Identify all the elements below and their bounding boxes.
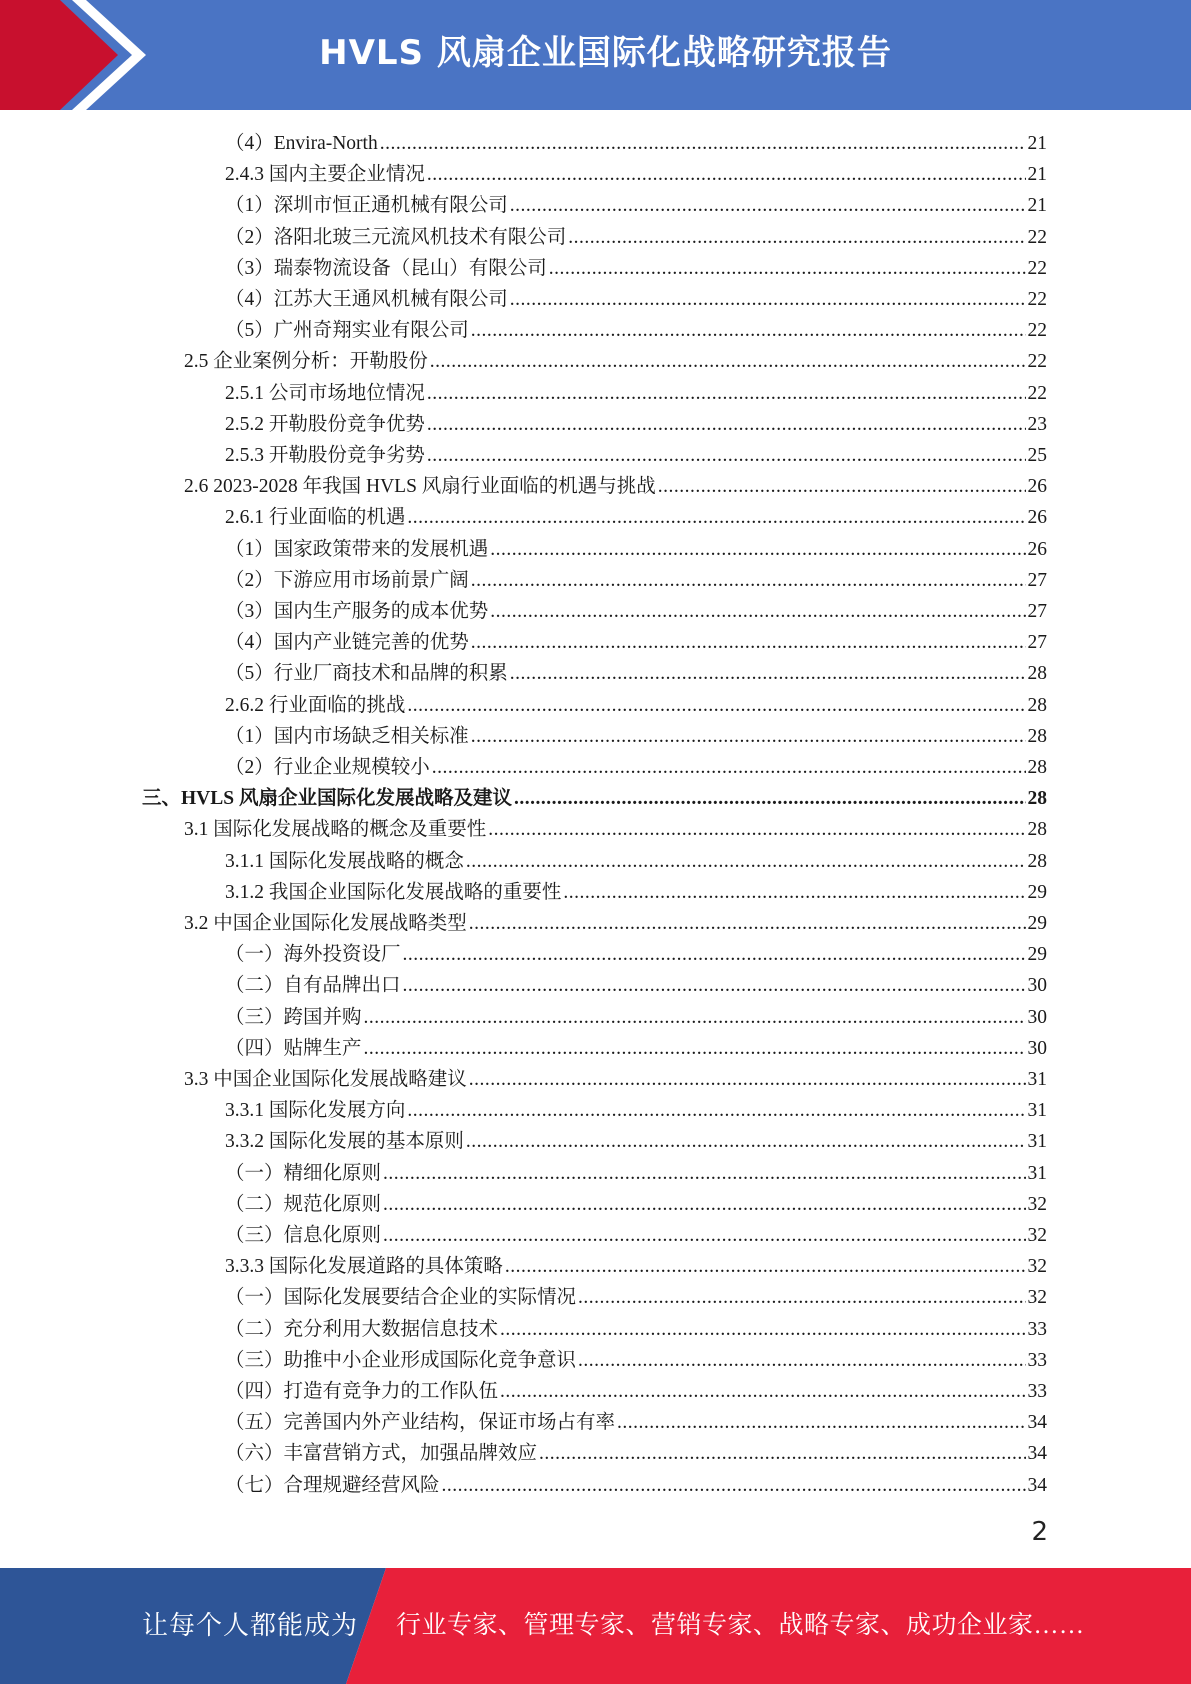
toc-entry-label: 3.1.1 国际化发展战略的概念 xyxy=(225,850,464,872)
toc-entry-label: （四）贴牌生产 xyxy=(225,1037,362,1059)
toc-leader-dots xyxy=(471,315,1026,346)
footer-slogan: 让每个人都能成为 xyxy=(142,1611,359,1640)
toc-entry-label: （1）国家政策带来的发展机遇 xyxy=(225,538,489,560)
toc-entry-page: 22 xyxy=(1027,257,1047,279)
toc-entry-page: 31 xyxy=(1027,1162,1047,1184)
toc-leader-dots xyxy=(578,1345,1025,1376)
toc-entry-page: 29 xyxy=(1027,913,1047,934)
toc-leader-dots xyxy=(490,596,1025,627)
toc-entry-page: 22 xyxy=(1027,351,1047,373)
toc-entry[interactable] xyxy=(184,908,1047,939)
toc-entry[interactable] xyxy=(225,1282,1047,1313)
toc-entry-page: 21 xyxy=(1027,133,1047,154)
toc-leader-dots xyxy=(500,1376,1025,1407)
toc-entry[interactable] xyxy=(225,690,1047,721)
toc-leader-dots xyxy=(364,1002,1026,1033)
toc-entry-label: （2）洛阳北玻三元流风机技术有限公司 xyxy=(225,226,567,248)
toc-entry-label: （1）深圳市恒正通机械有限公司 xyxy=(225,195,508,217)
toc-entry-label: （4）国内产业链完善的优势 xyxy=(225,632,469,654)
toc-leader-dots xyxy=(510,284,1026,315)
page-number: 2 xyxy=(1031,1517,1048,1547)
toc-entry-label: （1）国内市场缺乏相关标准 xyxy=(225,725,469,747)
toc-entry-label: （五）完善国内外产业结构，保证市场占有率 xyxy=(225,1412,616,1434)
toc-entry-label: 2.4.3 国内主要企业情况 xyxy=(225,164,425,186)
footer-tagline: 行业专家、管理专家、营销专家、战略专家、成功企业家…… xyxy=(396,1612,1085,1639)
toc-entry-page: 28 xyxy=(1027,850,1047,872)
toc-entry[interactable] xyxy=(225,596,1047,627)
toc-entry[interactable] xyxy=(225,409,1047,440)
toc-entry-label: （二）规范化原则 xyxy=(225,1193,382,1215)
toc-entry[interactable] xyxy=(225,1407,1047,1438)
toc-entry[interactable] xyxy=(142,783,1047,814)
toc-entry[interactable] xyxy=(225,1033,1047,1064)
toc-entry-label: （六）丰富营销方式，加强品牌效应 xyxy=(225,1443,538,1465)
toc-leader-dots xyxy=(490,534,1025,565)
toc-entry[interactable] xyxy=(225,752,1047,783)
toc-entry-page: 32 xyxy=(1027,1287,1047,1309)
toc-entry[interactable] xyxy=(225,970,1047,1001)
toc-entry-page: 21 xyxy=(1027,164,1047,186)
toc-leader-dots xyxy=(578,1282,1025,1313)
toc-leader-dots xyxy=(471,565,1026,596)
toc-leader-dots xyxy=(510,658,1026,689)
toc-leader-dots xyxy=(383,1189,1025,1220)
toc-entry[interactable] xyxy=(225,440,1047,471)
toc-leader-dots xyxy=(658,471,1026,502)
toc-entry-label: （三）信息化原则 xyxy=(225,1225,382,1246)
toc-entry[interactable] xyxy=(184,814,1047,845)
toc-entry-page: 30 xyxy=(1027,1006,1047,1028)
toc-entry-page: 25 xyxy=(1027,445,1047,466)
toc-entry-page: 33 xyxy=(1027,1318,1047,1340)
toc-entry-label: 2.5.2 开勒股份竞争优势 xyxy=(225,413,425,435)
toc-entry[interactable] xyxy=(225,284,1047,315)
toc-entry-label: 2.5.3 开勒股份竞争劣势 xyxy=(225,445,425,466)
toc-entry[interactable] xyxy=(225,846,1047,877)
toc-leader-dots xyxy=(469,1064,1026,1095)
toc-entry[interactable] xyxy=(225,1002,1047,1033)
toc-entry[interactable] xyxy=(225,1189,1047,1220)
toc-entry[interactable] xyxy=(225,1251,1047,1282)
toc-entry-page: 34 xyxy=(1027,1443,1047,1465)
toc-entry-label: （2）下游应用市场前景广阔 xyxy=(225,569,469,591)
toc-entry-page: 28 xyxy=(1027,663,1047,685)
toc-entry-label: 3.3 中国企业国际化发展战略建议 xyxy=(184,1069,467,1090)
toc-entry-page: 34 xyxy=(1027,1412,1047,1434)
toc-entry[interactable] xyxy=(225,253,1047,284)
toc-leader-dots xyxy=(471,627,1026,658)
toc-leader-dots xyxy=(469,908,1026,939)
toc-entry[interactable] xyxy=(225,1470,1047,1501)
toc-entry[interactable] xyxy=(225,1438,1047,1469)
toc-entry-page: 22 xyxy=(1027,382,1047,404)
toc-entry[interactable] xyxy=(225,658,1047,689)
toc-leader-dots xyxy=(549,253,1026,284)
toc-entry-label: 3.1.2 我国企业国际化发展战略的重要性 xyxy=(225,881,562,903)
toc-entry[interactable] xyxy=(225,128,1047,159)
toc-entry-page: 33 xyxy=(1027,1349,1047,1371)
toc-entry-label: 三、HVLS 风扇企业国际化发展战略及建议 xyxy=(142,788,512,810)
toc-entry-page: 27 xyxy=(1027,569,1047,591)
toc-entry-label: （4）Envira-North xyxy=(225,133,378,154)
toc-entry-label: （二）充分利用大数据信息技术 xyxy=(225,1318,499,1340)
toc-entry-page: 28 xyxy=(1027,725,1047,747)
toc-entry-page: 30 xyxy=(1027,1037,1047,1059)
toc-entry-label: 3.3.1 国际化发展方向 xyxy=(225,1100,406,1122)
toc-entry-label: （一）精细化原则 xyxy=(225,1162,382,1184)
toc-leader-dots xyxy=(364,1033,1026,1064)
toc-entry-label: 2.6.2 行业面临的挑战 xyxy=(225,694,406,716)
toc-entry-label: 3.3.3 国际化发展道路的具体策略 xyxy=(225,1256,503,1278)
toc-entry-page: 26 xyxy=(1027,538,1047,560)
toc-leader-dots xyxy=(403,939,1026,970)
toc-leader-dots xyxy=(617,1407,1025,1438)
toc-entry-label: （5）广州奇翔实业有限公司 xyxy=(225,320,469,342)
toc-entry-page: 22 xyxy=(1027,226,1047,248)
toc-entry-page: 32 xyxy=(1027,1193,1047,1215)
toc-entry-page: 29 xyxy=(1027,881,1047,903)
toc-leader-dots xyxy=(466,1126,1026,1157)
toc-entry[interactable] xyxy=(225,159,1047,190)
toc-entry-label: （七）合理规避经营风险 xyxy=(225,1474,440,1496)
toc-entry-page: 32 xyxy=(1027,1256,1047,1278)
toc-entry-page: 29 xyxy=(1027,944,1047,966)
toc-entry[interactable] xyxy=(225,565,1047,596)
toc-leader-dots xyxy=(427,159,1026,190)
toc-leader-dots xyxy=(500,1314,1025,1345)
toc-entry-page: 23 xyxy=(1027,413,1047,435)
toc-entry-label: 2.6 2023-2028 年我国 HVLS 风扇行业面临的机遇与挑战 xyxy=(184,476,656,498)
toc-entry-label: （三）跨国并购 xyxy=(225,1006,362,1028)
toc-leader-dots xyxy=(505,1251,1026,1282)
toc-entry[interactable] xyxy=(225,939,1047,970)
toc-leader-dots xyxy=(514,783,1026,814)
toc-entry-page: 31 xyxy=(1027,1100,1047,1122)
toc-entry-label: （5）行业厂商技术和品牌的积累 xyxy=(225,663,508,685)
toc-entry[interactable] xyxy=(225,1220,1047,1251)
toc-entry[interactable] xyxy=(225,877,1047,908)
toc-leader-dots xyxy=(407,502,1025,533)
toc-entry-label: （二）自有品牌出口 xyxy=(225,975,401,997)
toc-leader-dots xyxy=(442,1470,1026,1501)
toc-entry-page: 27 xyxy=(1027,601,1047,622)
toc-entry[interactable] xyxy=(225,534,1047,565)
toc-leader-dots xyxy=(383,1158,1025,1189)
toc-entry[interactable] xyxy=(225,1314,1047,1345)
toc-entry[interactable] xyxy=(225,1095,1047,1126)
toc-entry-label: （3）国内生产服务的成本优势 xyxy=(225,601,489,622)
toc-entry-label: 3.3.2 国际化发展的基本原则 xyxy=(225,1131,464,1153)
toc-leader-dots xyxy=(510,190,1026,221)
toc-leader-dots xyxy=(471,721,1026,752)
toc-leader-dots xyxy=(563,877,1025,908)
toc-entry-label: 2.6.1 行业面临的机遇 xyxy=(225,507,406,529)
toc-entry-page: 26 xyxy=(1027,507,1047,529)
toc-entry[interactable] xyxy=(225,627,1047,658)
toc-entry-page: 26 xyxy=(1027,476,1047,498)
toc-leader-dots xyxy=(427,409,1026,440)
toc-entry-page: 22 xyxy=(1027,320,1047,342)
toc-entry[interactable] xyxy=(184,346,1047,377)
toc-leader-dots xyxy=(380,128,1026,159)
toc-entry-page: 22 xyxy=(1027,289,1047,310)
toc-entry-page: 28 xyxy=(1027,788,1047,810)
toc-leader-dots xyxy=(407,1095,1025,1126)
toc-entry-page: 31 xyxy=(1027,1069,1047,1090)
toc-entry-label: （4）江苏大王通风机械有限公司 xyxy=(225,289,508,310)
toc-entry-page: 28 xyxy=(1027,757,1047,778)
toc-leader-dots xyxy=(539,1438,1025,1469)
toc-entry[interactable] xyxy=(225,315,1047,346)
toc-entry-page: 28 xyxy=(1027,819,1047,841)
toc-entry-page: 31 xyxy=(1027,1131,1047,1153)
toc-leader-dots xyxy=(430,346,1026,377)
toc-entry-label: 2.5 企业案例分析：开勒股份 xyxy=(184,351,428,373)
toc-entry-page: 28 xyxy=(1027,694,1047,716)
toc-entry[interactable] xyxy=(225,1126,1047,1157)
toc-entry-page: 32 xyxy=(1027,1225,1047,1246)
toc-entry-label: 2.5.1 公司市场地位情况 xyxy=(225,382,425,404)
toc-leader-dots xyxy=(432,752,1026,783)
toc-entry[interactable] xyxy=(225,1345,1047,1376)
page-title: HVLS 风扇企业国际化战略研究报告 xyxy=(319,33,892,73)
toc-entry-label: 3.2 中国企业国际化发展战略类型 xyxy=(184,913,467,934)
toc-entry-label: （一）海外投资设厂 xyxy=(225,944,401,966)
toc-entry[interactable] xyxy=(225,222,1047,253)
toc-leader-dots xyxy=(466,846,1026,877)
toc-entry[interactable] xyxy=(225,190,1047,221)
toc-entry-label: （2）行业企业规模较小 xyxy=(225,757,430,778)
toc-entry-label: （3）瑞泰物流设备（昆山）有限公司 xyxy=(225,257,547,279)
toc-entry-label: （一）国际化发展要结合企业的实际情况 xyxy=(225,1287,577,1309)
toc-entry[interactable] xyxy=(225,721,1047,752)
toc-entry[interactable] xyxy=(225,1376,1047,1407)
toc-entry-page: 27 xyxy=(1027,632,1047,654)
toc-leader-dots xyxy=(568,222,1025,253)
toc-entry[interactable] xyxy=(225,1158,1047,1189)
toc-leader-dots xyxy=(427,440,1026,471)
toc-entry[interactable] xyxy=(225,378,1047,409)
toc-entry[interactable] xyxy=(225,502,1047,533)
toc-entry-page: 34 xyxy=(1027,1474,1047,1496)
page-footer xyxy=(0,1568,1191,1684)
toc-leader-dots xyxy=(407,690,1025,721)
toc-entry-page: 21 xyxy=(1027,195,1047,217)
toc-entry-page: 33 xyxy=(1027,1381,1047,1402)
toc-entry-page: 30 xyxy=(1027,975,1047,997)
toc-leader-dots xyxy=(488,814,1025,845)
toc-entry[interactable] xyxy=(184,1064,1047,1095)
toc-leader-dots xyxy=(427,378,1026,409)
toc-entry-label: （四）打造有竞争力的工作队伍 xyxy=(225,1381,499,1402)
toc-entry-label: （三）助推中小企业形成国际化竞争意识 xyxy=(225,1349,577,1371)
toc-entry[interactable] xyxy=(184,471,1047,502)
page-header xyxy=(0,0,1191,110)
toc-entry-label: 3.1 国际化发展战略的概念及重要性 xyxy=(184,819,487,841)
toc-leader-dots xyxy=(383,1220,1025,1251)
toc-leader-dots xyxy=(403,970,1026,1001)
